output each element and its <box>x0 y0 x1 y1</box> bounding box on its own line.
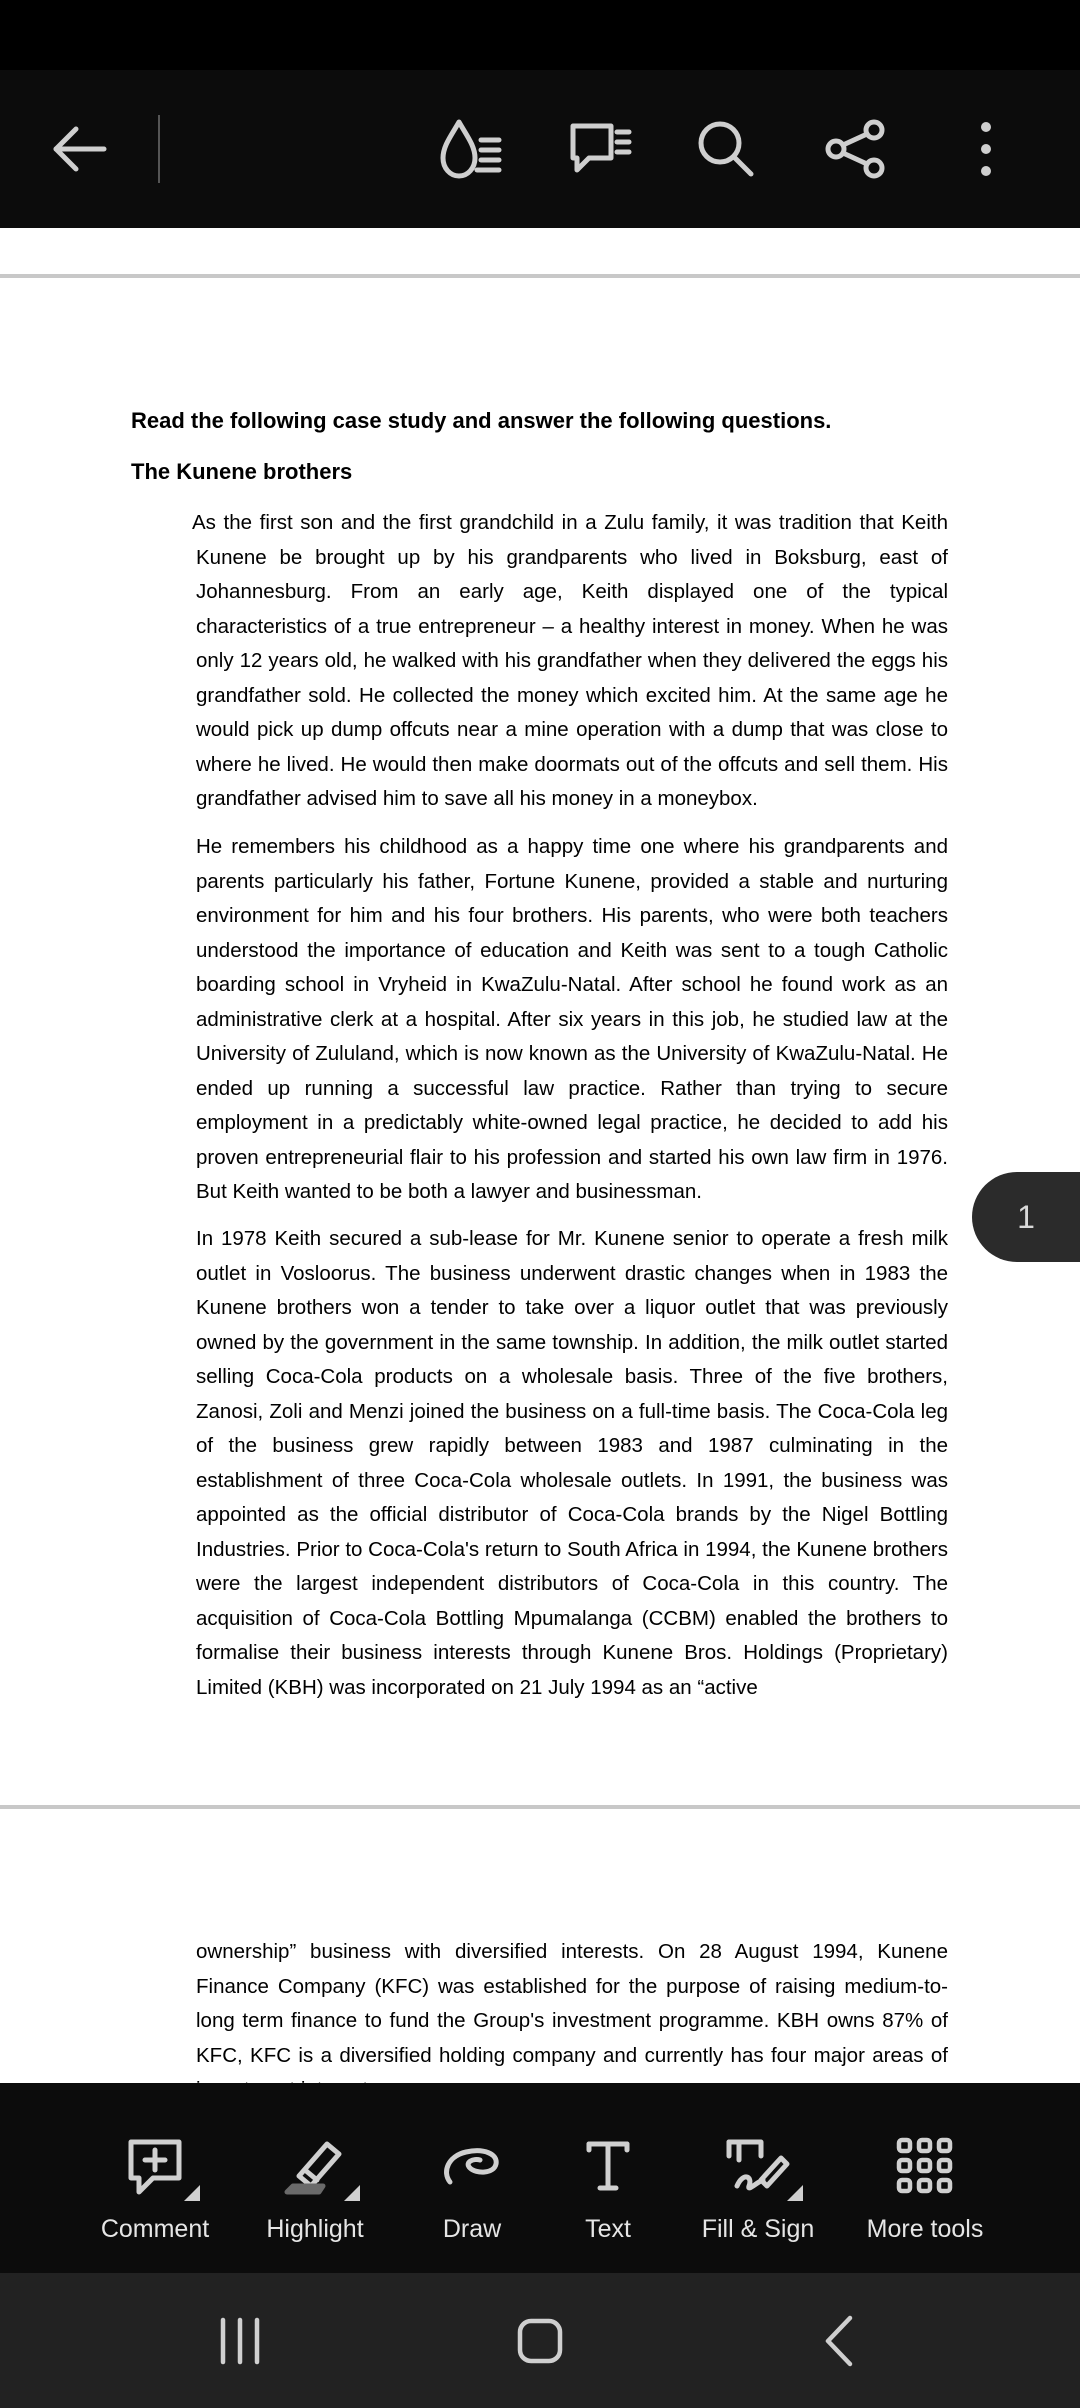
tool-label: Fill & Sign <box>701 2215 815 2243</box>
search-icon <box>695 118 757 180</box>
fill-sign-icon <box>723 2136 793 2196</box>
back-button[interactable] <box>40 104 120 194</box>
paragraph-3: In 1978 Keith secured a sub-lease for Mr. Kunene senior to operate a fresh milk outlet in Vosloorus. The business underwent drastic changes when in 1983 the Kunene brothers won a tender to take over a liquor outlet that was previously owned by the government in the same township. In addition, the milk outlet started selling Coca-Cola products on a wholesale basis. Three of the five brothers, Zanosi, Zoli and Menzi joined the business on a full-time basis. The Coca-Cola leg of the business grew rapidly between 1983 and 1987 culminating in the establishment of three Coca-Cola wholesale outlets. In 1991, the business was appointed as the official distributor of Coca-Cola brands by the Nigel Bottling Industries. Prior to Coca-Cola's return to South Africa in 1994, the Kunene brothers were the largest independent distributors of Coca-Cola in this country. The acquisition of Coca-Cola Bottling Mpumalanga (CCBM) enabled the brothers to formalise their business interests through Kunene Bros. Holdings (Proprietary) Limited (KBH) was incorporated on 21 July 1994 as an “active <box>196 1227 948 1699</box>
tool-label: Text <box>585 2215 631 2243</box>
page-number-badge[interactable]: 1 <box>972 1172 1080 1262</box>
liquid-mode-icon <box>437 118 503 180</box>
paragraph-4: ownership” business with diversified interests. On 28 August 1994, Kunene Finance Company (KFC) was established for the purpose of raising medium-to-long term finance to fund the Group's investment programme. KBH owns 87% of KFC, KFC is a diversified holding company and currently has four major areas of <box>196 1940 948 2067</box>
comment-tool[interactable] <box>95 2083 215 2273</box>
toolbar-divider <box>158 115 160 183</box>
top-toolbar <box>0 70 1080 228</box>
system-navigation-bar <box>0 2273 1080 2408</box>
more-options-button[interactable] <box>946 104 1026 194</box>
comments-list-button[interactable] <box>560 104 640 194</box>
tool-label: Draw <box>442 2215 502 2243</box>
arrow-left-icon <box>50 124 110 174</box>
more-tools[interactable] <box>855 2083 995 2273</box>
tool-label: Comment <box>100 2215 210 2243</box>
back-icon <box>820 2314 860 2368</box>
paragraph-2: He remembers his childhood as a happy time one where his grandparents and parents particularly his father, Fortune Kunene, provided a stable and nurturing environment for him and his four brothers. His parents, who were both teachers understood the importance of education and Keith was sent to a tough Catholic boarding school in Vryheid in KwaZulu-Natal. After school he found work as an administrative clerk at a hospital. After six years in this job, he studied law at the University of Zululand, which is now known as the University of KwaZulu-Natal. He ended up running a successful law practice. Rather than trying to secure employment in a predictably white-owned legal practice, he decided to add his proven entrepreneurial flair to his profession and started his own law firm in 1976. But Keith wanted to be both a lawyer and businessman. <box>196 835 948 1203</box>
share-icon <box>824 118 888 180</box>
share-button[interactable] <box>816 104 896 194</box>
status-bar <box>0 0 1080 70</box>
comments-list-icon <box>567 118 633 180</box>
tool-label: More tools <box>866 2215 984 2243</box>
fill-sign-tool[interactable] <box>688 2083 828 2273</box>
submenu-indicator-icon <box>344 2185 360 2201</box>
back-nav-button[interactable] <box>790 2273 890 2408</box>
bottom-toolbar <box>0 2083 1080 2273</box>
highlighter-icon <box>283 2136 347 2196</box>
comment-add-icon <box>125 2136 185 2196</box>
more-vert-icon <box>976 119 996 179</box>
recents-icon <box>215 2316 265 2366</box>
submenu-indicator-icon <box>787 2185 803 2201</box>
home-button[interactable] <box>490 2273 590 2408</box>
recents-button[interactable] <box>190 2273 290 2408</box>
case-study-title: The Kunene brothers <box>131 459 353 484</box>
text-tool[interactable] <box>548 2083 668 2273</box>
search-button[interactable] <box>686 104 766 194</box>
highlight-tool[interactable] <box>255 2083 375 2273</box>
page-top-edge <box>0 274 1080 278</box>
instruction-heading: Read the following case study and answer the following questions. <box>131 408 832 433</box>
draw-icon <box>440 2138 504 2194</box>
submenu-indicator-icon <box>184 2185 200 2201</box>
draw-tool[interactable] <box>412 2083 532 2273</box>
page-break-divider <box>0 1805 1080 1809</box>
text-icon <box>583 2138 633 2194</box>
grid-icon <box>895 2136 955 2196</box>
tool-label: Highlight <box>266 2215 364 2243</box>
liquid-mode-button[interactable] <box>430 104 510 194</box>
home-icon <box>515 2316 565 2366</box>
paragraph-1: As the first son and the first grandchild in a Zulu family, it was tradition that Keith Kunene be brought up by his grandparents who lived in Boksburg, east of Johannesburg. From an early age, Keith displayed one of the typical characteristics of a true entrepreneur – a healthy interest in money. When he was only 12 years old, he walked with his grandfather when they delivered the eggs his grandfather sold. He collected the money which excited him. At the same age he would pick up dump offcuts near a mine operation with a dump that was close to where he lived. He would then make doormats out of the offcuts and sell them. His grandfather advised him to save all his money in a moneybox. <box>192 511 948 810</box>
